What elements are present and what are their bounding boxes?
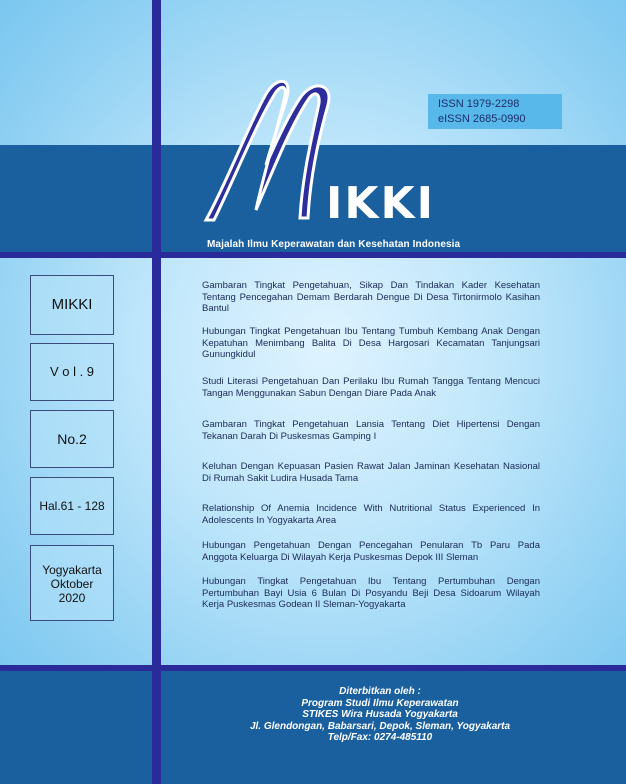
horizontal-rule-top (0, 252, 626, 258)
journal-name: MIKKI (51, 296, 93, 313)
article-title: Hubungan Tingkat Pengetahuan Ibu Tentang Tumbuh Kembang Anak Dengan Kepatuhan Menimbang Balita Di Desa Hargosari Kecamatan Tanjungsari Gunungkidul (202, 326, 540, 360)
number-box (30, 410, 114, 468)
horizontal-rule-bottom (0, 665, 626, 671)
publisher-program: Program Studi Ilmu Keperawatan (301, 697, 459, 709)
article-title: Hubungan Pengetahuan Dengan Pencegahan Penularan Tb Paru Pada Anggota Keluarga Di Wilayah Kerja Puskesmas Depok III Sleman (202, 540, 540, 563)
article-title: Gambaran Tingkat Pengetahuan Lansia Tentang Diet Hipertensi Dengan Tekanan Darah Di Puskesmas Gamping I (202, 419, 540, 442)
month-label: Oktober (50, 577, 94, 591)
article-title: Gambaran Tingkat Pengetahuan, Sikap Dan Tindakan Kader Kesehatan Tentang Pencegahan Demam Berdarah Dengue Di Desa Tirtonirmolo Kasihan Bantul (202, 280, 540, 314)
pages-box (30, 477, 114, 535)
article-title: Relationship Of Anemia Incidence With Nutritional Status Experienced In Adolescents In Yogyakarta Area (202, 503, 540, 526)
publisher-intro: Diterbitkan oleh : (339, 686, 421, 697)
city-label: Yogyakarta (42, 563, 102, 577)
publisher-institution: STIKES Wira Husada Yogyakarta (302, 709, 458, 720)
publisher-address: Jl. Glendongan, Babarsari, Depok, Sleman, Yogyakarta (249, 720, 511, 732)
year-label: 2020 (58, 591, 86, 605)
journal-subtitle: Majalah Ilmu Keperawatan dan Kesehatan Indonesia (207, 239, 461, 250)
volume-box (30, 343, 114, 401)
logo-wordmark: IKKI (326, 178, 435, 229)
article-title: Hubungan Tingkat Pengetahuan Ibu Tentang Pertumbuhan Dengan Pertumbuhan Bayi Usia 6 Bulan Di Posyandu Beji Desa Sidoarum Wilayah Kerja Puskesmas Godean II Sleman-Yogyakarta (202, 576, 540, 610)
publisher-phone: Telp/Fax: 0274-485110 (327, 732, 433, 743)
issn-print: ISSN 1979-2298 (438, 98, 520, 110)
publisher-block (220, 686, 540, 744)
journal-name-box (30, 275, 114, 335)
article-title: Keluhan Dengan Kepuasan Pasien Rawat Jalan Jaminan Kesehatan Nasional Di Rumah Sakit Ludira Husada Tama (202, 461, 540, 484)
article-title: Studi Literasi Pengetahuan Dan Perilaku Ibu Rumah Tangga Tentang Mencuci Tangan Menggunakan Sabun Dengan Diare Pada Anak (202, 376, 540, 399)
date-box (30, 545, 114, 621)
issn-box (428, 94, 562, 129)
issn-online: eISSN 2685-0990 (438, 113, 526, 125)
logo-m-mark (196, 80, 336, 230)
volume-label: V o l . 9 (49, 364, 95, 379)
number-label: No.2 (57, 431, 87, 447)
pages-label: Hal.61 - 128 (39, 499, 105, 513)
